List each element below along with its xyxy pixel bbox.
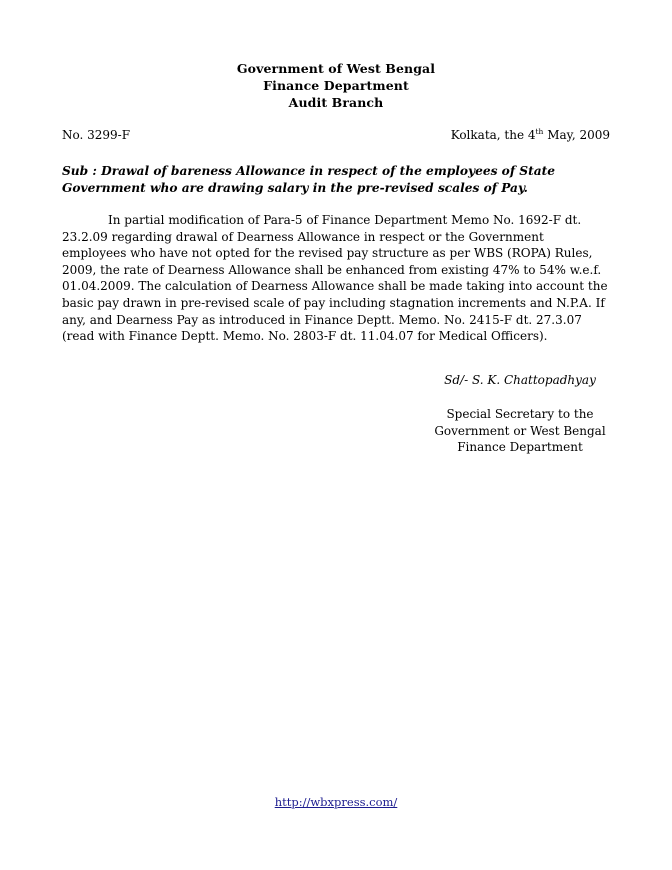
place-and-date bbox=[451, 128, 610, 142]
reference-row bbox=[62, 128, 610, 142]
signatory-designation bbox=[430, 406, 610, 456]
signature-block bbox=[430, 372, 610, 388]
letterhead-line-department: Finance Department bbox=[263, 78, 409, 93]
designation-line-1: Special Secretary to the bbox=[446, 407, 594, 421]
place-date-suffix: May, 2009 bbox=[543, 128, 610, 142]
signatory-name: Sd/- S. K. Chattopadhyay bbox=[444, 373, 596, 387]
subject-line: Sub : Drawal of bareness Allowance in respect of the employees of State Government who are drawing salary in the pre-revised scales of Pay. bbox=[62, 164, 556, 195]
memo-number: No. 3299-F bbox=[62, 128, 131, 142]
designation-line-2: Government or West Bengal bbox=[434, 423, 606, 438]
date-ordinal-suffix: th bbox=[535, 127, 544, 136]
letterhead bbox=[62, 60, 610, 111]
body-paragraph: In partial modification of Para-5 of Finance Department Memo No. 1692-F dt. 23.2.09 regarding drawal of Dearness Allowance in respect or the Government employees who have not opted for the revised pay structure as per WBS (ROPA) Rules, 2009, the rate of Dearness Allowance shall be enhanced from existing 47% to 54% w.e.f. 01.04.2009. The calculation of Dearness Allowance shall be made taking into account the basic pay drawn in pre-revised scale of pay including stagnation increments and N.P.A. If any, and Dearness Pay as introduced in Finance Deptt. Memo. No. 2415-F dt. 27.3.07 (read with Finance Deptt. Memo. No. 2803-F dt. 11.04.07 for Medical Officers). bbox=[62, 213, 608, 344]
source-website-link[interactable]: http://wbxpress.com/ bbox=[274, 795, 398, 809]
place-date-prefix: Kolkata, the 4 bbox=[450, 128, 536, 142]
footer bbox=[0, 791, 672, 810]
designation-line-3: Finance Department bbox=[457, 440, 583, 454]
letterhead-line-government: Government of West Bengal bbox=[236, 61, 436, 76]
letterhead-line-branch: Audit Branch bbox=[288, 95, 384, 110]
